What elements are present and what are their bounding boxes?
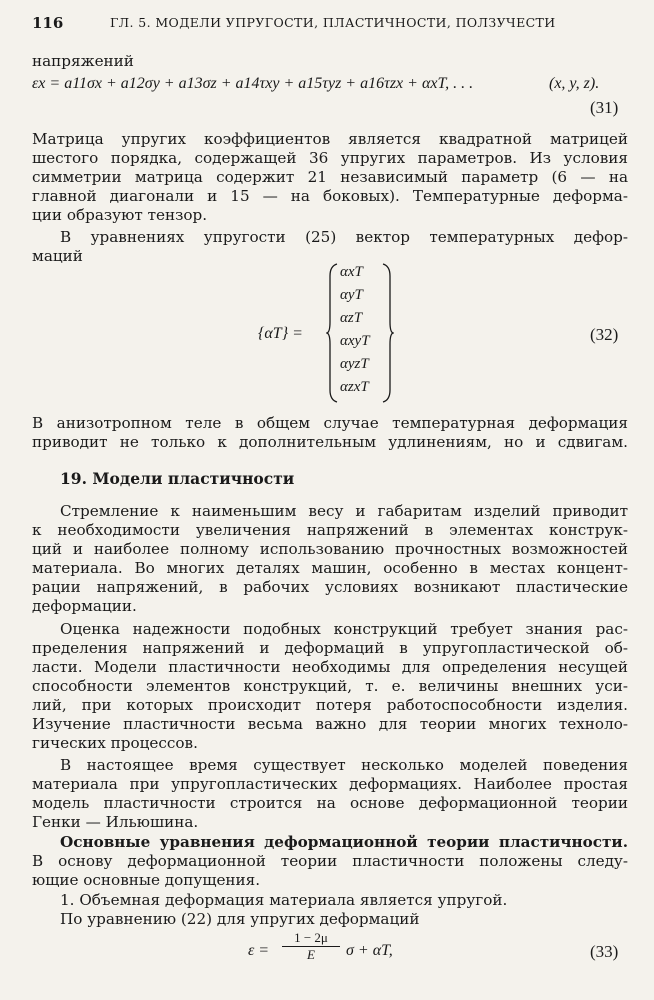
- text-line: деформации.: [32, 597, 137, 615]
- text-line: шестого порядка, содержащей 36 упругих параметров. Из условия: [32, 149, 628, 167]
- text-line: материала. Во многих деталях машин, особенно в местах концент-: [32, 559, 628, 577]
- list-item: 1. Объемная деформация материала является упругой.: [60, 891, 508, 909]
- text-line: По уравнению (22) для упругих деформаций: [60, 910, 420, 928]
- text-line: лий, при которых происходит потеря работоспособности изделия.: [32, 696, 628, 714]
- text-line: Матрица упругих коэффициентов является квадратной матрицей: [32, 130, 628, 148]
- equation-33-number: (33): [590, 942, 619, 961]
- text-line: симметрии матрица содержит 21 независимый параметр (6 — на: [32, 168, 628, 186]
- equation-33-rhs: σ + αT,: [346, 942, 393, 959]
- left-brace: [326, 262, 340, 404]
- text-line: Изучение пластичности весьма важно для теории многих техноло-: [32, 715, 628, 733]
- text-line: В анизотропном теле в общем случае температурная деформация: [32, 414, 628, 432]
- text-line: ций и наиболее полному использованию прочностных возможностей: [32, 540, 628, 558]
- section-title: 19. Модели пластичности: [60, 469, 295, 488]
- text-line: В основу деформационной теории пластичности положены следу-: [32, 852, 628, 870]
- text-line: В уравнениях упругости (25) вектор температурных дефор-: [60, 228, 628, 246]
- vector-entry: αxT: [340, 264, 363, 280]
- text-line: В настоящее время существует несколько моделей поведения: [60, 756, 628, 774]
- text-line: ласти. Модели пластичности необходимы для определения несущей: [32, 658, 628, 676]
- text-line: Оценка надежности подобных конструкций требует знания рас-: [60, 620, 628, 638]
- vector-entry: αyzT: [340, 356, 369, 372]
- equation-32-number: (32): [590, 325, 619, 344]
- vector-entry: αxyT: [340, 333, 370, 349]
- text-line: ющие основные допущения.: [32, 871, 261, 889]
- equation-32-lhs: {αT} =: [258, 325, 303, 342]
- text-line: приводит не только к дополнительным удлинениям, но и сдвигам.: [32, 433, 628, 451]
- equation-33-lhs: ε =: [248, 942, 270, 959]
- equation-31-coords: (x, y, z).: [549, 75, 600, 92]
- text-line: гических процессов.: [32, 734, 198, 752]
- text-line: модель пластичности строится на основе деформационной теории: [32, 794, 628, 812]
- page-number: 116: [32, 14, 64, 32]
- running-title: ГЛ. 5. МОДЕЛИ УПРУГОСТИ, ПЛАСТИЧНОСТИ, ПОЛЗУЧЕСТИ: [110, 15, 556, 30]
- text-line: рации напряжений, в рабочих условиях возникают пластические: [32, 578, 628, 596]
- equation-31-number: (31): [590, 98, 619, 117]
- text-line: главной диагонали и 15 — на боковых). Температурные деформа-: [32, 187, 628, 205]
- fraction-denominator: E: [307, 947, 315, 962]
- text-line: способности элементов конструкций, т. е. величины внешних уси-: [32, 677, 628, 695]
- right-brace: [380, 262, 394, 404]
- text-line: Стремление к наименьшим весу и габаритам изделий приводит: [60, 502, 628, 520]
- vector-entry: αzxT: [340, 379, 369, 395]
- vector-entry: αyT: [340, 287, 363, 303]
- intro-word: напряжений: [32, 52, 134, 70]
- text-line: к необходимости увеличения напряжений в элементах конструк-: [32, 521, 628, 539]
- fraction: [282, 930, 340, 963]
- text-line: Генки — Ильюшина.: [32, 813, 199, 831]
- bold-lead: Основные уравнения деформационной теории пластичности.: [60, 833, 628, 851]
- text-line: материала при упругопластических деформациях. Наиболее простая: [32, 775, 628, 793]
- equation-31: εx = a11σx + a12σy + a13σz + a14τxy + a15τyz + a16τzx + αxT, . . .: [32, 75, 474, 92]
- text-line: пределения напряжений и деформаций в упругопластической об-: [32, 639, 628, 657]
- text-line: ции образуют тензор.: [32, 206, 208, 224]
- fraction-numerator: 1 − 2μ: [282, 930, 340, 947]
- vector-entry: αzT: [340, 310, 363, 326]
- text-line: маций: [32, 247, 83, 265]
